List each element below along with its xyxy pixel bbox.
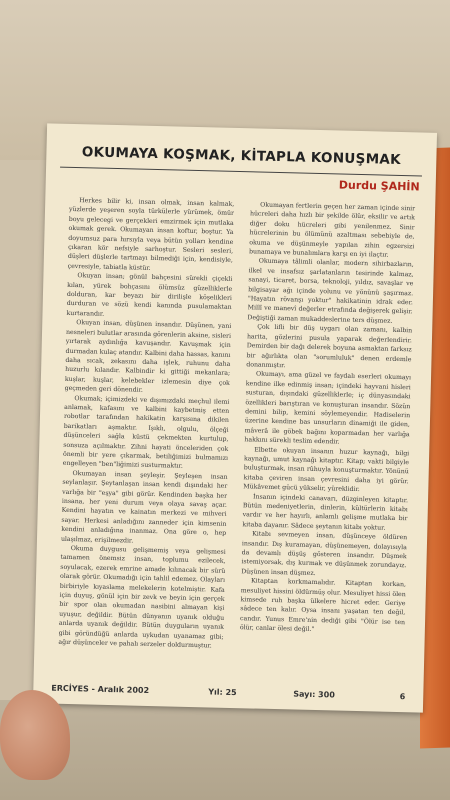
paragraph: Çok lifli bir düş uygarı olan zamanı, kalbin harita, gözlerini pusula yaparak değerlendirir. Demirden bir dağı delerek boyuna asmaktan farksız bir ağırlıkta olan "sorumluluk" denen erdemle donanmıştır.: [246, 323, 413, 370]
paragraph: Kitaptan korkmamalıdır. Kitaptan korkan, mesuliyet hissini öldürmüş olur. Mesuliyet hissi ölen kimsede ruh başka ülkelere hicret eder. Geriye sâdece ten kalır. Oysa insanı yaşatan ten değil, candır. Yunus Emre'nin dediği gibi "Ölür ise ten ölür, canlar ölesi değil.": [239, 577, 407, 634]
paragraph: Okumayan fertlerin geçen her zaman içinde sinir hücreleri daha hızlı bir şekilde ölür, eksilir ve artık diğer doku hücreleri gibi yenilenmez. Sinir hücrelerinin bu ölümünü azaltması sebebiyle de, okuma ve düşünmeyle yapılan zihin egzersizi bunamaya ve bunalımlara karşı en iyi ilaçtır.: [248, 201, 416, 259]
footer-page-number: 6: [399, 692, 406, 702]
page-footer: [43, 681, 413, 706]
paragraph: Okuyan insan; gönül bahçesini sürekli çiçekli kılan, yürek bohçasını ölümsüz güzelliklerle dolduran, kar beyazı bir dirilişle köşelikleri durduran ve sözü kendi kanında pusulamaktan kurtarandır.: [66, 272, 233, 318]
paragraph: İnsanın içindeki canavarı, düzginleyen kitaptır. Bütün medeniyetlerin, dinlerin, kültürlerin kitabı vardır ve her hayırlı, anlamlı gelişme mutlaka bir kitaba dayanır. Sâdece şeytanın kitabı yoktur.: [242, 493, 409, 532]
paragraph: Okuma duygusu gelişmemiş veya gelişmesi tamamen önemsiz insan, toplumu ezilecek, soyulacak, ezerek emrine amade kılınacak bir sürü olarak görür. Okumadığı için tahlil edemez. Olayları birbiriyle kıyaslama melekelerin kotelmiştir. Kafa için duyuş, gönül için bir zevk ve beyin için gerçek bir spor olan okumadan nasibini almayan kişi uyuşur, değildir. Bütün dünyanın uyanık olduğu anlarda uyanık değildir. Bütün duyguların uyanık gibi göründüğü anlarda uykudan uyanamaz gibi; ağır düşünceler ve pahalı serzeler doldurmuştur.: [58, 545, 226, 650]
footer-issue: ERCİYES - Aralık 2002: [51, 683, 150, 695]
article-headline: OKUMAYA KOŞMAK, KİTAPLA KONUŞMAK: [81, 144, 402, 168]
article-author: Durdu ŞAHİN: [338, 178, 420, 194]
paragraph: Okumak; içimizdeki ve dışımızdaki meçhul ilemi anlamak, kafasını ve kalbini kaybetmiş etten robotlar tarafından hakikatin karşısına dikilen barikatları aşmaktır. Işıklı, olgulu, ölçeği düşünceleri sağla küstü çekmekten kurtulup, sonsuza açılmaktır. Zihni hayati önceleriden çok önemli bir yere çıkarmak, betiliğimizi bulmamızı engelleyen "ben"liğimizi susturmaktır.: [62, 394, 230, 471]
paragraph: Elbette okuyan insanın huzur kaynağı, bilgi kaynağı, umut kaynağı kitaptır. Kitap; vakti bilgiyle buluşturmak, insan rûhuyla konuşturmaktır. Yönünü kitaba çeviren insan çevresini daha iyi görür. Mükâvemet gücü yükselir, yüreklidir.: [243, 446, 410, 494]
paragraph: Okumayan insan şeyleşir. Şeyleşen insan seylanlaşır. Şeytanlaşan insan kendi dışındaki her varlığa bir "eşya" gibi görür. Kendinden başka her insana, her yeni durum veya olaya savaş açar. Kendini hayatın ve kainatın merkezi ve mihveri sayar. Herkesi anladığını zanneder için kimsenin kendini anladığına inanmaz. Ona göre o, hep ulaşılmaz, erişilmezdir.: [60, 469, 228, 545]
left-column: [58, 196, 235, 680]
paragraph: Kitabı sevmeyen insan, düşünceye öldüren insandır. Dış kuramayan, düşünemeyen, dolayısıyla da devamlı düşüş gösteren insandır. Düşmek istemiyorsak, dış kurmak ve düşünmek zorundayız. Düşünen insan düşmez.: [241, 530, 408, 577]
right-column: [239, 200, 416, 684]
paragraph: Okumaya tâlimli olanlar, modern sihirbazların, ilkel ve insafsız şarlatanların tesirinde kalmaz, sanayi, ticaret, borsa, teknoloji, yıldız, savaşlar ve bilgisayar ağı içinde yolunu ve yönünü şaşırmaz. "Hayatın rövanşı yoktur" hakikatinin idrak eder. Millî ve manevî değerler etrafında değişerek gelişir. Değiştiği zaman mukaddeslerine ters düşmez.: [247, 257, 414, 325]
paragraph: Herkes bilir ki, insan olmak, insan kalmak, yüzlerde yeşeren soyla türkülerle yürümek, ömür boyu gelecegi ve gerçekleri emzirmek için mutlaka okumak gerek. Okumayan insan koftur, boştur. Ya doyumsuz para hırsıyla veya bütün yolları kendine çıkaran kör nefsiyle sarhoştur. Sesleri sesleri, düşleri düşlerle tartmayı bilmediği için, kendisiyle, çevresiyle, tabiatla küstür.: [67, 197, 235, 272]
paragraph: Okuyan insan, düşünen insandır. Düşünen, yani nesneleri bulutlar arasında görenlerin aksine, sisleri yırtarak aydınlığa kavuşandır. Kavuşmak için durmadan kulaç atandır. Kalbini daha hassas, kanını daha sıcak, zekasını daha işlek, ruhunu daha huzurlu kılandır. Kalbindir ki gittiği mekanlara; kuşlar, kuşlar, kelebekler izlemesin diye çok geçmeden geri dönendir.: [64, 319, 232, 394]
headline-rule: [60, 167, 422, 177]
footer-issue-number: Sayı: 300: [293, 689, 335, 700]
paragraph: Okumayı, ama güzel ve faydalı eserleri okumayı kendine ilke edinmiş insan; içindeki hayvani hisleri susturan, dışındaki güzelliklerle; iç dünyasındaki özellikleri barıştıran ve konuşturan insandır. Sözün demini bilip, kemini söylemeyendir. Hadiselerin üzerine kendine bas unsurların dinamiği ile giden, mâverâ ile göbek bağını koparmadan her varlığa hakkını sürekli teslim edendir.: [244, 370, 412, 446]
footer-year: Yıl: 25: [208, 687, 237, 698]
magazine-page: [33, 123, 437, 712]
